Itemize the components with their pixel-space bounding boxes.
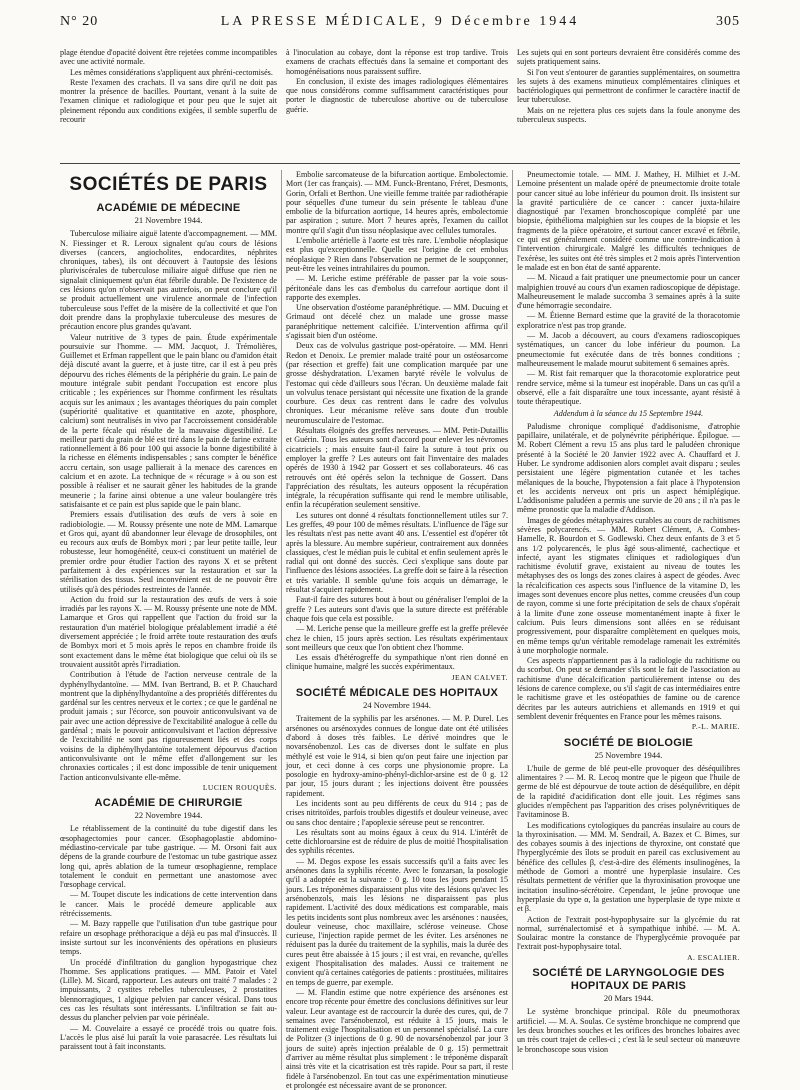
addendum-note: Addendum à la séance du 15 Septembre 1944. [553, 409, 704, 419]
paragraph: Images de géodes métaphysaires curables au cours de rachitismes sévères polycarencés. — MM. Robert Clément, A. Combes-Hamelle, R. Bourdon et S. Godlewski. Chez deux enfants de 3 et 5 ans 1/2 polycarencés, le plus âgé sous-alimenté, cachectique et infecté, ayant les stigmates cliniques et radiologiques d'un rachitisme évolutif grave, existaient au niveau de toutes les métaphyses des os longs des zones claires à aspect de géodes. Avec la récalcification ces aspects sous l'influence de la vitamine D, les images sont devenues encore plus nettes, comme creusées d'un coup de rayon, comme si une forte précipitation de sels de chaux s'opérait à la limite d'une zone osseuse momentanément inapte à fixer le calcium. Puis leurs dimensions sont allées en se réduisant progressivement, pour disparaître complètement en quelques mois, en même temps qu'un véritable remodelage ramenait les extrémités à une morphologie normale. [517, 515, 740, 655]
paragraph: — M. Degos expose les essais successifs qu'il a faits avec les arsénones dans la syphilis récente. Avec le fonzarsan, la posologie qu'il a adoptée est la suivante : 0 g. 10 tous les jours pendant 15 jours. Les tréponèmes disparaissent plus vite des lésions qu'avec les arsénobenzols, mais les lésions ne disparaissent pas plus rapidement. L'activité des doux médications est comparable, mais les petits incidents sont plus nombreux avec les arsénones : nausées, douleur veineuse, choc maxillaire, sclérose veineuse. Chose curieuse, l'injection rapide permet de les éviter. Les arsénones ne réduisent pas la durée du traitement de la syphilis, mais la durée des cures peut être abaissée à 15 jours ; il est vrai, en revanche, qu'elles exigent l'hospitalisation des malades. Aussi ce traitement ne convient qu'à certaines catégories de patients : prostituées, militaires en temps de guerre, par exemple. [286, 856, 508, 987]
paragraph: Embolie sarcomateuse de la bifurcation aortique. Embolectomie. Mort (1er cas français). — MM. Funck-Brentano, Fréret, Desmonts, Gorin, Orfali et Berthon. Une vieille femme traitée par radiothérapie pour séquelles d'une tumeur du sein présente le tableau d'une embolie de la bifurcation aortique, 14 heures après, embolectomie par aspiration ; suture. Mort 7 heures après, l'examen du caillot montre qu'il s'agit d'un tissu néoplasique avec cellules tumorales. [286, 170, 508, 235]
column-3 [517, 170, 740, 1070]
page-number: 305 [716, 14, 740, 29]
paragraph: En conclusion, il existe des images radiologiques élémentaires que nous considérons comme suffisamment caractéristiques pour porter le diagnostic de tuberculose abortive ou de tuberculose guérie. [286, 76, 508, 114]
session-date: 22 Novembre 1944. [134, 810, 203, 821]
paragraph: Paludisme chronique compliqué d'addisonisme, d'atrophie papillaire, unilatérale, et de polynévrite périphérique. Épilogue. — M. Robert Clément a revu 15 ans plus tard le paludéen chronique présenté à la Société le 20 Janvier 1922 avec A. Chauffard et J. Huber. Le syndrome addisonien alors complet avait disparu ; seules persistaient une légère pigmentation cutanée et les taches mélaniques de la bouche, l'hypotension a fait place à l'hypotension et les accidents nerveux ont pris un aspect hémiplégique. L'addisonisme paludéen a permis une survie de 20 ans ; il n'a pas le même pronostic que la maladie d'Addison. [517, 421, 740, 515]
top-column-3 [517, 48, 740, 160]
session-date: 24 Novembre 1944. [363, 700, 431, 711]
paragraph: Si l'on veut s'entourer de garanties supplémentaires, on soumettra les sujets à des examens minutieux complémentaires cliniques et bactériologiques qui permettront de confirmer le caractère inactif de leur tuberculose. [517, 67, 740, 105]
paragraph: L'embolie artérielle à l'aorte est très rare. L'embolie néoplasique est plus qu'exceptionnelle. Quelle est l'origine de cet embolus néoplasique ? Rien dans l'observation ne permet de le soupçonner, peut-être les veines intrahilaires du poumon. [286, 236, 508, 273]
paragraph: Les modifications cytologiques du pancréas insulaire au cours de la thyroxinisation. — MM. M. Sendrail, A. Bazex et C. Bimes, sur des cobayes soumis à des injections de thyroxine, ont constaté que l'hyperglycémie des îlots se produit en pareil cas exclusivement au bénéfice des cellules β, c'est-à-dire des éléments insulinogènes, la méthode de Gomori a montré une hyperplasie insulaire. Ces résultats permettent de vérifier que la thyroxinisation provoque une incitation insulino-sécrétoire. Cependant, le jeûne provoque une hyperplasie du type α, la gestation une hyperplasie de type mixte α et β. [517, 820, 740, 914]
paragraph: Tuberculose miliaire aiguë latente d'accompagnement. — MM. N. Fiessinger et R. Leroux signalent qu'au cours de lésions diverses (cancers, angiocholites, endocardites, néphrites chroniques, tabes), ils ont découvert à l'autopsie des lésions pluriviscérales de tuberculose miliaire aiguë diffuse que rien ne signalait cliniquement qu'un état fébrile durable. De l'existence de ces lésions qu'on n'observait pas autrefois, on peut conclure qu'il se produit actuellement une virulence anormale de l'infection tuberculeuse sous l'effet de la misère de la collectivité et que l'on doit prendre dans la prophylaxie tuberculeuse des mesures de précaution encore plus grandes qu'avant. [60, 229, 277, 332]
journal-title: LA PRESSE MÉDICALE, 9 Décembre 1944 [220, 14, 580, 29]
paragraph: Action du froid sur la restauration des œufs de vers à soie irradiés par les rayons X. — M. Roussy présente une note de MM. Lamarque et Gros qui rappellent que l'action du froid sur la restauration d'un matériel biologique préalablement irradié a été diversement appréciée ; le froid arrête toute restauration des œufs de Bombyx mori et 5 mois après le repos en chambre froide ils sont exactement dans le même état biologique que celui où ils se trouvaient aussitôt après l'irradiation. [60, 594, 277, 669]
column-2 [286, 170, 508, 1090]
running-header [60, 14, 740, 36]
paragraph: — M. Rist fait remarquer que la thoracotomie exploratrice peut rendre service, même si la tumeur est inopérable. Dans un cas qu'il a observé, elle a fait disparaître une toux incessante, ayant résisté à toute thérapeutique. [517, 369, 740, 407]
paragraph: — M. Leriche estime préférable de passer par la voie sous-péritonéale dans les cas d'embolus du carrefour aortique dont il rapporte des exemples. [286, 274, 508, 302]
paragraph: Les essais d'hétérogreffe du sympathique n'ont rien donné en clinique humaine, malgré les succès expérimentaux. [286, 653, 508, 672]
paragraph: Les incidents sont au peu différents de ceux du 914 ; pas de crises nitritoïdes, parfois troubles digestifs et douleur veineuse, avec ou sans choc dentaire ; l'apoplexie séreuse peut se rencontrer. [286, 799, 508, 827]
column-1 [60, 170, 277, 1070]
paragraph: Reste l'examen des crachats. Il va sans dire qu'il ne doit pas montrer la présence de bacilles. Pourtant, venant à la suite de l'examen clinique et radiologique et pour peu que le sujet ait pleinement répondu aux conditions exigées, il semble superflu de recourir [60, 77, 277, 125]
paragraph: Un procédé d'infiltration du ganglion hypogastrique chez l'homme. Ses applications pratiques. — MM. Patoir et Vatel (Lille). M. Sicard, rapporteur. Les auteurs ont traité 7 malades : 2 impuissants, 2 cystites rebelles tuberculeuses, 2 prostatites blennorragiques, 1 algique pelvien par cancer vésical. Dans tous ces cas les résultats sont intéressants. L'infiltration se fait au-dessus du plancher pelvien par voie périnéale. [60, 957, 277, 1023]
issue-number: N° 20 [60, 14, 99, 29]
paragraph: — M. Étienne Bernard estime que la gravité de la thoracotomie exploratrice n'est pas trop grande. [517, 311, 740, 330]
paragraph: — M. Leriche pense que la meilleure greffe est la greffe prélevée chez le chien, 15 jours après section. Les résultats expérimentaux sont meilleurs que ceux que l'on obtient chez l'homme. [286, 624, 508, 652]
paragraph: Le rétablissement de la continuité du tube digestif dans les œsophagectomies pour cancer. Œsophagoplastie abdomino-médiastino-cervicale par tube gastrique. — M. Orsoni fait aux dépens de la grande courbure de l'estomac un tube gastrique assez long qui, après ablation de la tumeur œsophagienne, remplace totalement le conduit en permettant une anastomose avec l'œsophage cervical. [60, 824, 277, 890]
paragraph: Les résultats sont au moins égaux à ceux du 914. L'intérêt de cette dichloroarsine est de réduire de plus de moitié l'hospitalisation des syphilis récentes. [286, 827, 508, 856]
signature: P.-L. MARIE. [691, 722, 740, 732]
paragraph: L'huile de germe de blé peut-elle provoquer des déséquilibres alimentaires ? — M. R. Lecoq montre que le pigeon que l'huile de germe de blé est dépourvue de toute action de déséquilibre, en dépit de la rapidité d'acidification dont elle jouit. Les régimes sans glucides n'empêchent pas l'apparition des crises polynévritiques de l'avitaminose B. [517, 763, 740, 820]
paragraph: à l'inoculation au cobaye, dont la réponse est trop tardive. Trois examens de crachats effectués dans la semaine et comportant des homogénéisations nous paraissent suffire. [286, 48, 508, 76]
section-heading: SOCIÉTÉS DE PARIS [69, 174, 268, 195]
paragraph: Résultats éloignés des greffes nerveuses. — MM. Petit-Dutaillis et Guérin. Tous les auteurs sont d'accord pour enlever les névromes cicatriciels ; mais ensuite faut-il faire la suture à tout prix ou employer la greffe ? Les auteurs ont fait l'inventaire des malades opérés de 1930 à 1942 par Gossert et ses collaborateurs. 46 cas retrouvés ont été opérés selon la technique de Gossert. Dans l'appréciation des résultats, les auteurs opposent la récupération intégrale, la récupération suffisante qui rend le membre utilisable, enfin la récupération seulement sensitive. [286, 426, 508, 510]
paragraph: Faut-il faire des sutures bout à bout ou généraliser l'emploi de la greffe ? Les auteurs sont d'avis que la suture directe est préférable chaque fois que cela est possible. [286, 595, 508, 623]
signature: A. ESCALIER. [687, 952, 740, 962]
top-column-2 [286, 48, 508, 160]
signature: LUCIEN ROUQUÈS. [202, 782, 277, 792]
paragraph: Deux cas de volvulus gastrique post-opératoire. — MM. Henri Redon et Denoix. Le premier malade traité pour un ostéosarcome (par résection et greffe) fait une complication marquée par une grosse déshydratation. L'examen baryté révèle le volvulus de l'estomac qui cède d'ailleurs sous l'écran. Un deuxième malade fait un volvulus tenace persistant qui nécessite une fixation de la grande courbure. Ces deux cas rentrent dans le cadre des volvulus chroniques. Leur mécanisme relève sans doute d'un trouble neuromusculaire de l'estomac. [286, 341, 508, 425]
paragraph: — M. Couvelaire a essayé ce procédé trois ou quatre fois. L'accès le plus aisé lui paraît la voie parasacrée. Les résultats lui paraissent tout à fait inconstants. [60, 1023, 277, 1052]
session-date: 20 Mars 1944. [603, 993, 654, 1004]
society-heading: SOCIÉTÉ DE BIOLOGIE [563, 736, 694, 749]
paragraph: Premiers essais d'utilisation des œufs de vers à soie en radiobiologie. — M. Roussy présente une note de MM. Lamarque et Gros qui, ayant dû abandonner leur élevage de drosophiles, ont eu recours aux œufs de Bombyx mori ; par leur petite taille, leur robustesse, leur homogénéité, ceux-ci constituent un matériel de premier ordre pour étudier l'action des rayons X et se prêtent parfaitement à des expériences sur la restauration et sur la stérilisation des tissus. Seul inconvénient est de ne pouvoir être utilisés qu'à des périodes restreintes de l'année. [60, 510, 277, 594]
society-heading: SOCIÉTÉ DE LARYNGOLOGIE DES HOPITAUX DE PARIS [532, 967, 725, 993]
paragraph: Une observation d'ostéome paranéphrétique. — MM. Ducuing et Grimaud ont décelé chez un malade une grosse masse paranéphritique nettement calcifiée. L'intervention affirma qu'il s'agissait bien d'un ostéome. [286, 303, 508, 341]
paragraph: Pneumectomie totale. — MM. J. Mathey, H. Milhiet et J.-M. Lemoine présentent un malade opéré de pneumectomie droite totale pour cancer situé au lobe inférieur du poumon droit. Ils insistent sur la gravité particulière de ce cancer : cancer juxta-hilaire diagnostiqué par l'examen bronchoscopique complété par une biopsie, épithélioma malpighien sur les coupes de la biopsie et les fragments de la pièce opératoire, et surtout cancer excavé et fébrile, ce qui est généralement considéré comme une contre-indication à l'intervention chirurgicale. Malgré les difficultés techniques de l'exérèse, les suites ont été très simples et 2 mois après l'intervention le malade est en bon état de santé apparente. [517, 170, 740, 272]
signature: JEAN CALVET. [451, 672, 508, 682]
paragraph: Contribution à l'étude de l'action nerveuse centrale de la dyphénylhydantoïne. — MM. Ivan Bertrand, B. et P. Chauchard montrent que la diphénylhydantoïne a des propriétés différentes du gardénal sur les centres nerveux et le cortex ; ce que le gardénal ne produit jamais ; sur l'écorce, son pouvoir anticonvulsivant va de pair avec une action dépressive de l'excitabilité analogue à celle du gardénal ; mais le pouvoir anticonvulsivant et l'action dépressive de l'excitabilité ne sont pas rigoureusement liés et des corps voisins de la diphénylhydantoïne totalement dépourvus d'action anticonvulsivante ont le même effet d'allongement sur les chronaxies corticales ; il est donc impossible de tenir uniquement l'action anticonvulsivante elle-même. [60, 670, 277, 782]
column-rule [281, 170, 282, 1070]
society-heading: SOCIÉTÉ MÉDICALE DES HOPITAUX [295, 687, 499, 700]
paragraph: — M. Jacob a découvert, au cours d'examens radioscopiques systématiques, un cancer du lobe inférieur du poumon. La pneumectomie fut exécutée dans de très bonnes conditions ; malheureusement le malade mourut subitement 6 semaines après. [517, 331, 740, 368]
paragraph: Les sutures ont donné 4 résultats fonctionnellement utiles sur 7. Les greffes, 49 pour 100 de mêmes résultats. L'influence de l'âge sur les résultats n'est pas nette avant 40 ans. L'essentiel est d'opérer tôt après la blessure. Au membre supérieur, contrairement aux données classiques, c'est le médian puis le cubital et enfin seulement après le radial qui ont donné des succès. Ceci s'explique sans doute par l'influence des lésions associées. La greffe doit se faire à la résection et très variable. Il semble qu'une fois acquis un démarrage, le résultat s'acquiert rapidement. [286, 510, 508, 595]
paragraph: Le système bronchique principal. Rôle du pneumothorax artificiel. — M. A. Soulas. Ce système bronchique ne comprend que les deux bronches souches et les orifices des bronches lobaires avec un très court trajet de celles-ci ; c'est là le seul secteur où manœuvre le bronchoscope sous vision [517, 1007, 740, 1054]
paragraph: plage étendue d'opacité doivent être rejetées comme incompatibles avec une activité normale. [60, 48, 277, 67]
paragraph: Traitement de la syphilis par les arsénones. — M. P. Durel. Les arsénones ou arsénoxydes connues de longue date ont été utilisées d'abord à doses très faibles. Le dérivé moindres que le novarsénobenzol. Les cas de diverses dont le sulfate en plus méthylé est voie le 914, si bien qu'on peut faire une injection par jour, et ceci donne à ces corps une physionomie propre. La posologie en hydroxy-amino-phényl-dichlor-arsine est de 0 g. 12 par jour, 15 jours durant ; les injections doivent être poussées rapidement. [286, 714, 508, 798]
top-column-1 [60, 48, 277, 160]
paragraph: — M. Nicaud a fait pratiquer une pneumectomie pour un cancer malpighien trouvé au cours d'un examen radioscopique de dépistage. Malheureusement le malade succomba 3 semaines après à la suite d'une hémorragie secondaire. [517, 273, 740, 311]
paragraph: Les mêmes considérations s'appliquent aux phréni-cectomisés. [70, 67, 273, 77]
paragraph: Les sujets qui en sont porteurs devraient être considérés comme des sujets pratiquement sains. [517, 48, 740, 67]
society-heading: ACADÉMIE DE MÉDECINE [96, 202, 241, 214]
session-date: 25 Novembre 1944. [594, 749, 663, 760]
paragraph: Ces aspects n'appartiennent pas à la radiologie du rachitisme ou du scorbut. On peut se demander s'ils sont le fait de l'association au rachitisme d'une décalcification particulièrement intense ou des lésions de carence complexe, ou s'il s'agit de cas intermédiaires entre le rachitisme grave et les ostéopathies de famine ou de carence décrites par les auteurs autrichiens et allemands en 1919 et qui semblent devenir fréquentes en France pour les mêmes raisons. [517, 656, 740, 721]
paragraph: Action de l'extrait post-hypophysaire sur la glycémie du rat normal, surrénalectomisé et à sympathique inhibé. — M. A. Soulairac montre la constance de l'hyperglycémie provoquée par l'extrait post-hypophysaire total. [517, 914, 740, 952]
society-heading: ACADÉMIE DE CHIRURGIE [94, 797, 243, 810]
paragraph: — M. Bazy rappelle que l'utilisation d'un tube gastrique pour refaire un œsophage préthoracique a déjà eu pas mal d'insuccès. Il insiste surtout sur les inconvénients des opérations en plusieurs temps. [60, 919, 277, 957]
paragraph: — M. Toupet discute les indications de cette intervention dans le cancer. Mais le procédé demeure applicable aux rétrécissements. [60, 890, 277, 919]
paragraph: — M. Flandin estime que notre expérience des arsénones est encore trop récente pour émettre des conclusions définitives sur leur valeur. Leur avantage est de raccourcir la durée des cures, qui, de 7 semaines avec l'arsénobenzol, est réduite à 15 jours, mais le traitement exige l'hospitalisation et un personnel spécialisé. La cure de Politzer (3 injections de 0 g. 90 de novarsénobenzol par jour 3 jours de suite) après injection préalable de 0 g. 15) permettrait d'arriver au même résultat plus simplement : le tréponème disparaît ainsi très vite et la cicatrisation est très rapide. Pour sa part, il reste fidèle à l'arsénobenzol. En tout cas une expérimentation minutieuse et prolongée est nécessaire avant de se prononcer. [286, 987, 508, 1090]
paragraph: Valeur nutritive de 3 types de pain. Étude expérimentale poursuivie sur l'homme. — MM. Jacquot, J. Trémolières, Guillemet et Erfman rappellent que le pain blanc ou d'amidon était déjà discuté avant la guerre, et à juste titre, car il est à peu près dépourvu des riches éléments de la périphérie du grain. Le pain de mouture intégrale subit pendant l'occupation est encore plus criticable ; les expériences sur l'homme confirment les résultats acquis sur les animaux ; les avantages théoriques du pain complet (supériorité qualitative et quantitative en azote, phosphore, calcium) sont neutralisés in vivo par l'accroissement considérable de la perte fécale qui résulte de la mauvaise digestibilité. Le meilleur parti du grain de blé est tiré dans le pain de farine extraite rationnellement à 86 pour 100 qui associe la bonne digestibilité à la richesse en éléments indispensables ; sans compter le bénéfice accru certain, son usage pallierait à la menace des carences en calcium et en azote. La technique de « récurage » à ou son est possible à réaliser et ne saurait gêner les habitudes de la grande meunerie ; la farine ainsi obtenue a une valeur boulangère très satisfaisante et ce pain est plus sapide que le pain blanc. [60, 332, 277, 509]
divider [60, 163, 740, 164]
paragraph: Mais on ne rejettera plus ces sujets dans la foule anonyme des tuberculeux suspects. [517, 105, 740, 125]
session-date: 21 Novembre 1944. [134, 215, 203, 225]
column-rule [512, 170, 513, 1070]
